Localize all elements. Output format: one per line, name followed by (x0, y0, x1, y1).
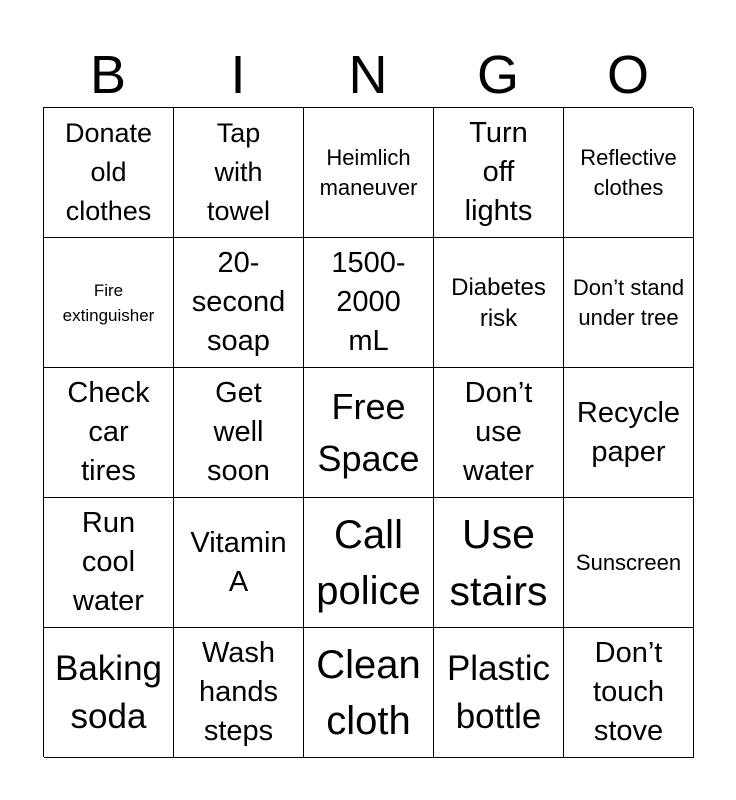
cell-text: Tap with towel (206, 118, 271, 226)
bingo-cell[interactable] (174, 498, 304, 628)
cell-text: Don’t use water (463, 377, 534, 487)
cell-text: Sunscreen (575, 549, 682, 575)
bingo-cell[interactable] (304, 238, 434, 368)
bingo-cell[interactable] (174, 108, 304, 238)
cell-text: Clean cloth (316, 642, 421, 743)
cell-text: Wash hands steps (198, 637, 278, 747)
cell-text: Turn off lights (464, 117, 533, 227)
bingo-cell[interactable] (434, 498, 564, 628)
bingo-cell[interactable] (434, 108, 564, 238)
cell-text: Plastic bottle (446, 648, 551, 736)
bingo-cell[interactable] (174, 628, 304, 758)
bingo-cell[interactable] (434, 628, 564, 758)
cell-text: Heimlich maneuver (319, 144, 418, 200)
bingo-cell[interactable] (174, 238, 304, 368)
bingo-cell[interactable] (304, 498, 434, 628)
bingo-cell[interactable] (44, 108, 174, 238)
cell-text: Free Space (317, 385, 420, 479)
header-letter-i: I (230, 45, 246, 105)
bingo-cell[interactable] (44, 498, 174, 628)
header-letter-o: O (606, 45, 649, 105)
cell-text: Check car tires (67, 377, 150, 487)
bingo-cell[interactable] (564, 238, 694, 368)
bingo-cell[interactable] (44, 628, 174, 758)
cell-text: Don’t stand under tree (572, 274, 685, 330)
cell-text: Vitamin A (190, 526, 287, 598)
bingo-cell[interactable] (564, 498, 694, 628)
cell-text: Reflective clothes (580, 144, 677, 200)
bingo-cell[interactable] (44, 368, 174, 498)
bingo-cell[interactable] (434, 368, 564, 498)
bingo-board (43, 107, 693, 757)
cell-text: Diabetes risk (451, 273, 546, 332)
cell-text: 1500-2000 mL (331, 247, 406, 357)
bingo-cell[interactable] (564, 628, 694, 758)
cell-text: 20-second soap (191, 247, 286, 357)
bingo-cell[interactable] (564, 108, 694, 238)
bingo-cell[interactable] (174, 368, 304, 498)
cell-text: Baking soda (54, 648, 163, 736)
bingo-cell[interactable] (44, 238, 174, 368)
bingo-header (43, 44, 693, 106)
bingo-cell[interactable] (434, 238, 564, 368)
cell-text: Run cool water (73, 507, 144, 617)
bingo-cell[interactable] (304, 108, 434, 238)
header-letter-n: N (348, 45, 388, 105)
cell-text: Don’t touch stove (593, 637, 664, 747)
free-space-cell[interactable] (304, 368, 434, 498)
cell-text: Get well soon (207, 377, 270, 487)
cell-text: Recycle paper (576, 396, 681, 468)
cell-text: Donate old clothes (64, 118, 153, 226)
bingo-cell[interactable] (304, 628, 434, 758)
bingo-cell[interactable] (564, 368, 694, 498)
header-letter-g: G (476, 45, 519, 105)
cell-text: Fire extinguisher (62, 280, 155, 325)
cell-text: Use stairs (449, 510, 548, 614)
cell-text: Call police (316, 512, 421, 613)
header-letter-b: B (89, 45, 127, 105)
